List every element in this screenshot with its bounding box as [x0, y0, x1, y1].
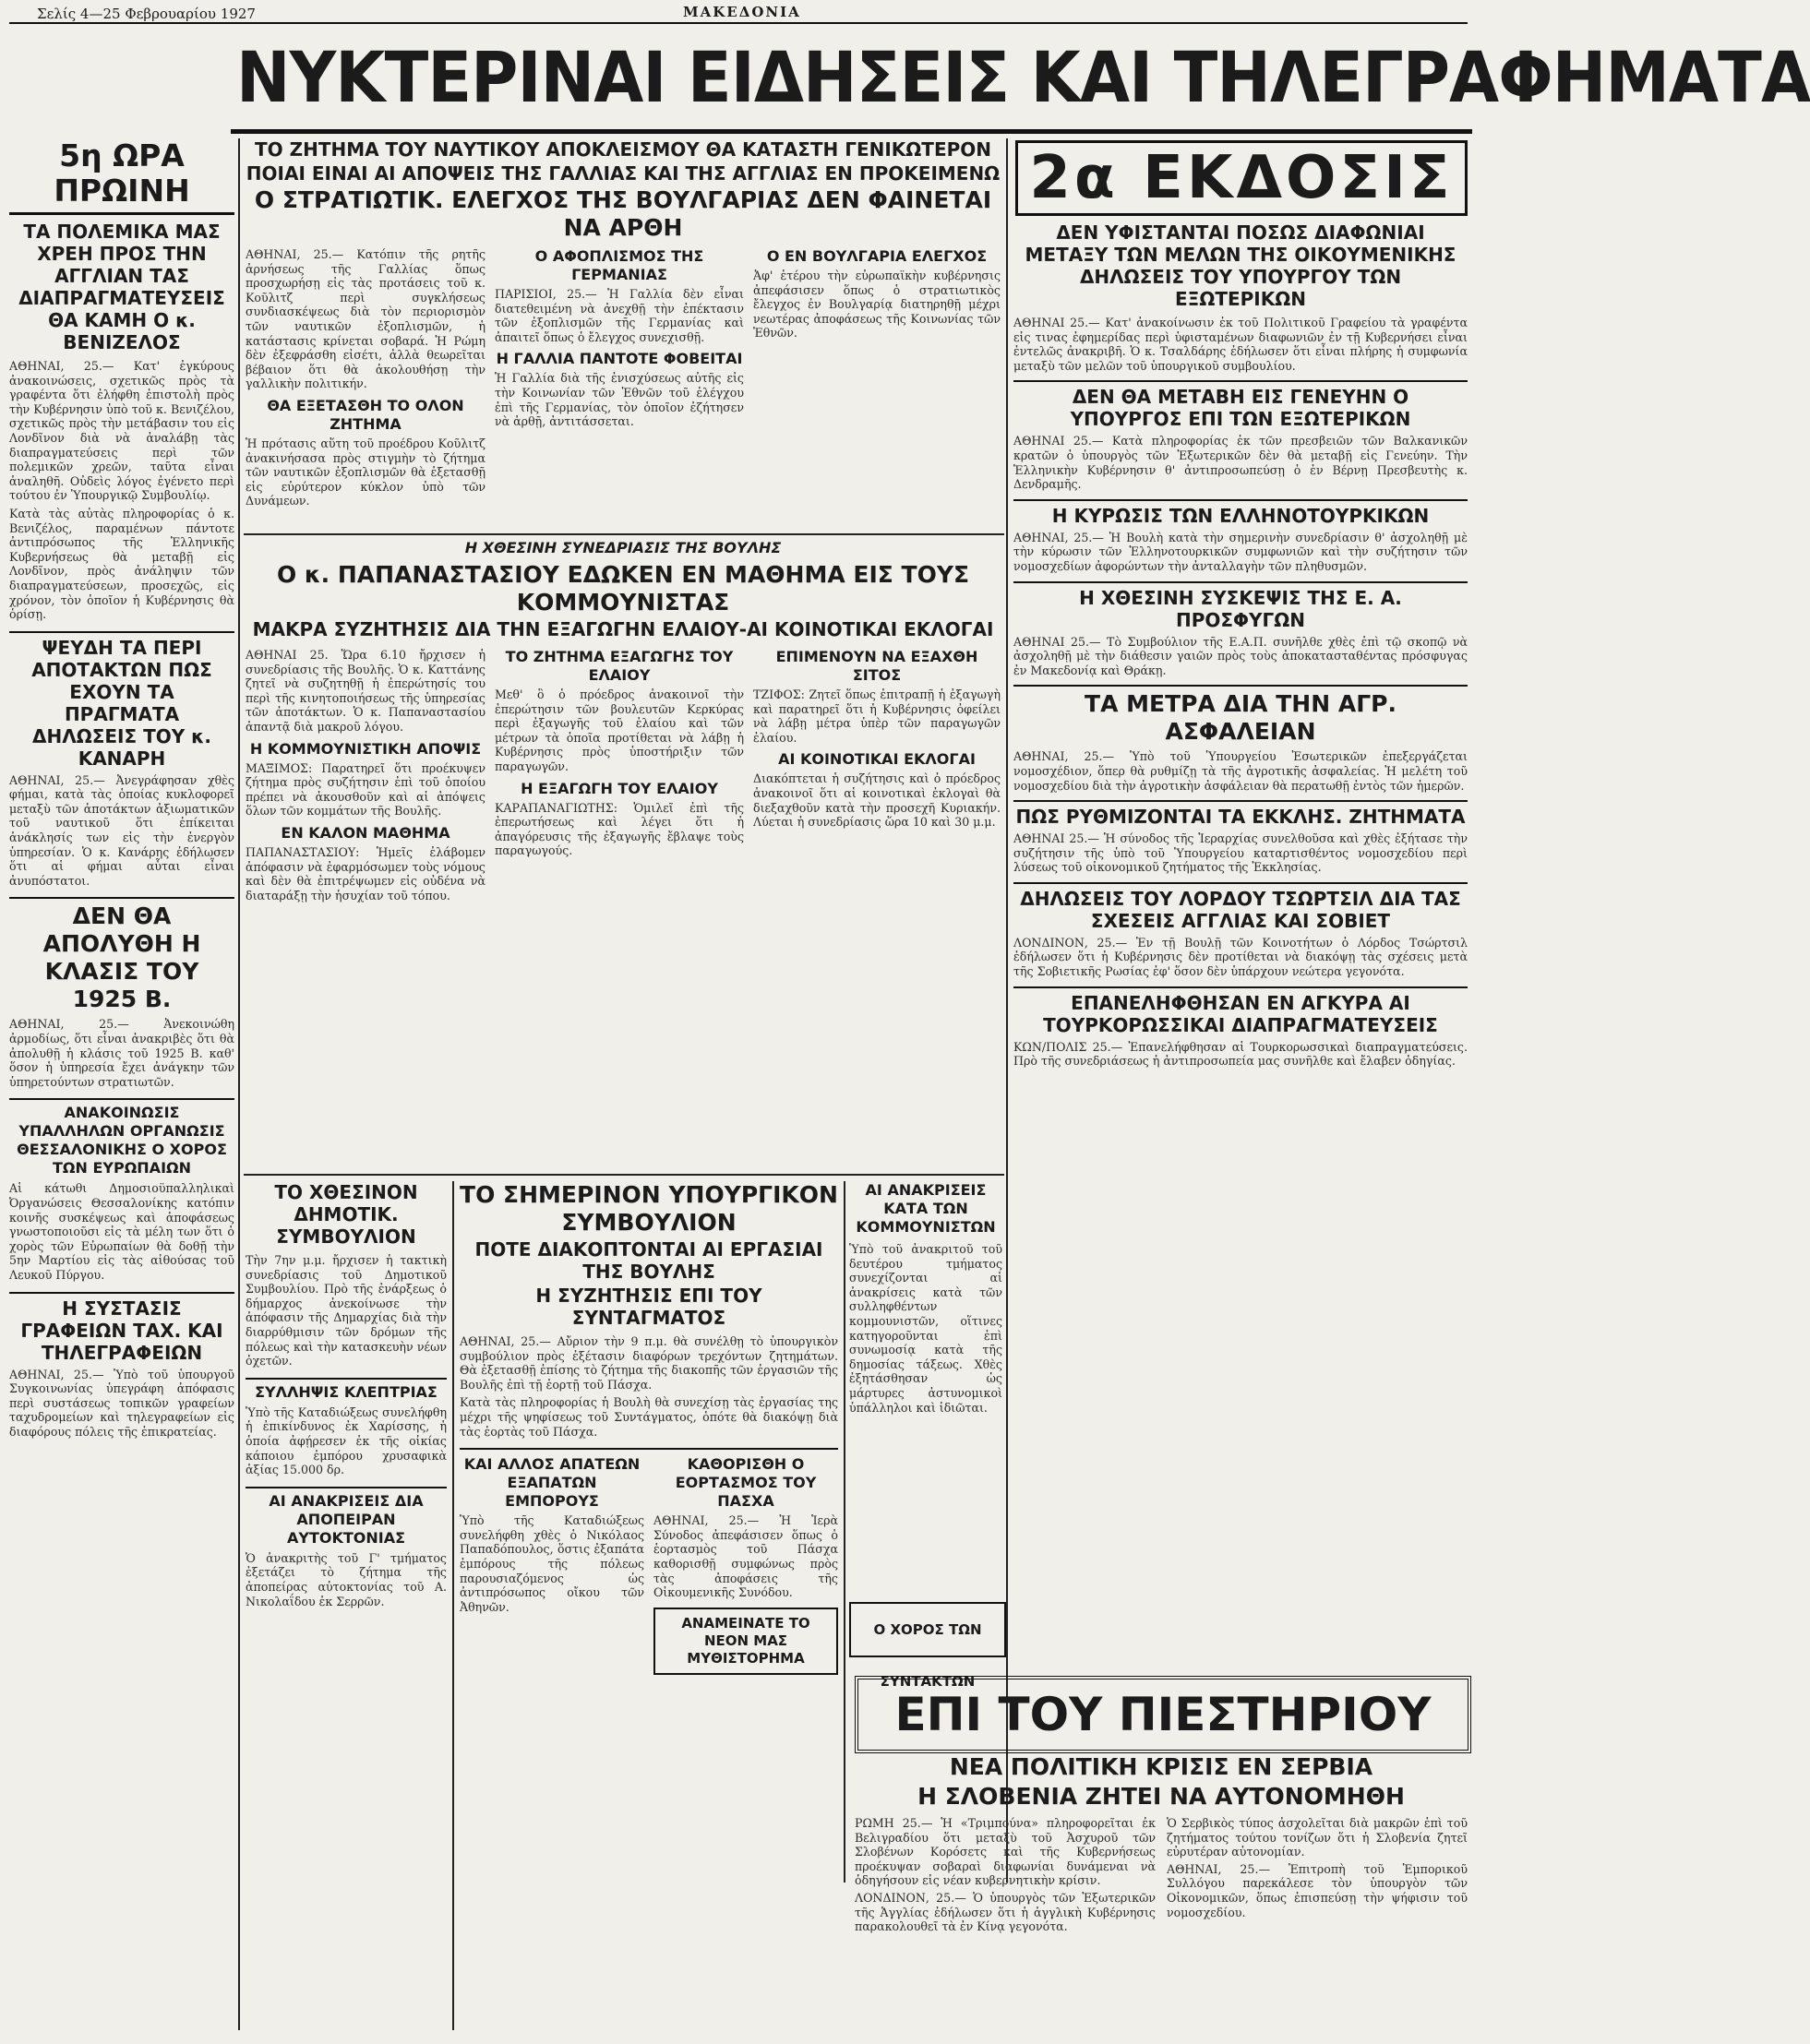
article-text: ΑΘΗΝΑΙ, 25.— Ὑπὸ τοῦ ὑπουργοῦ Συγκοινωνίας ὑπεγράφη ἀπόφασις περὶ συστάσεως τοπικῶν γραφείων ταχυδρομείων καὶ τηλεγραφείων εἰς διαφόρους πόλεις τῆς ἐπικρατείας. — [9, 1367, 234, 1439]
article-text: ΑΘΗΝΑΙ 25.— Κατὰ πληροφορίας ἐκ τῶν πρεσβειῶν τῶν Βαλκανικῶν κρατῶν ὁ ὑπουργὸς τῶν Ἐξωτερικῶν δὲν θὰ μεταβῇ εἰς Γενεύην. Τὴν Ἑλληνικὴν Κυβέρνησιν θ' ἀντιπροσωπεύσῃ ὁ ἐν Βέρνῃ Πρεσβευτὴς κ. Δενδραμῆς. — [1013, 434, 1468, 492]
article-text: ΑΘΗΝΑΙ, 25.— Κατ' ἐγκύρους ἀνακοινώσεις, σχετικῶς πρὸς τὰ γραφέντα ὅτι ἐλήφθη ἐπιστολὴ πρὸς τὴν Κυβέρνησιν ὑπὸ τοῦ κ. Βενιζέλου, σχετικῶς πρὸς τὴν μετάβασιν του εἰς Λονδῖνον διὰ νὰ ἀναλάβῃ τὰς διαπραγματεύσεις περὶ τῶν πολεμικῶν χρεῶν, ταῦτα εἶναι ἀναληθῆ. Οὐδεὶς λόγος ἐγένετο περὶ τούτου ἐν Ὑπουργικῷ Συμβουλίῳ. — [9, 359, 234, 503]
subheadline: ΠΟΙΑΙ ΕΙΝΑΙ ΑΙ ΑΠΟΨΕΙΣ ΤΗΣ ΓΑΛΛΙΑΣ ΚΑΙ ΤΗΣ ΑΓΓΛΙΑΣ ΕΝ ΠΡΟΚΕΙΜΕΝΩ — [246, 162, 1001, 185]
article-text: ΛΟΝΔΙΝΟΝ, 25.— Ἐν τῇ Βουλῇ τῶν Κοινοτήτων ὁ Λόρδος Τσώρτσιλ ἐδήλωσεν ὅτι ἡ Κυβέρνησις δὲν προτίθεται νὰ διακόψῃ τὰς σχέσεις μετὰ τῆς Σοβιετικῆς Ρωσίας ἐφ' ὅσον δὲν ὑπάρχουν νεώτερα γεγονότα. — [1013, 935, 1468, 979]
subheadline: ΠΟΤΕ ΔΙΑΚΟΠΤΟΝΤΑΙ ΑΙ ΕΡΓΑΣΙΑΙ ΤΗΣ ΒΟΥΛΗΣ — [474, 1238, 823, 1283]
article-text: Κατὰ τὰς αὐτὰς πληροφορίας ὁ κ. Βενιζέλος, παραμένων πάντοτε ἀντιπρόσωπος τῆς Ἑλληνικῆς Κυβερνήσεως θὰ μεταβῇ εἰς Λονδῖνον, πρὸς ἀνάληψιν τῶν διαπραγματεύσεων, προσεχῶς, εἰς χρόνον, τὸν ὁποῖον ἡ Κυβέρνησις θὰ ὁρίσῃ. — [9, 506, 234, 622]
article-text: Αἱ κάτωθι Δημοσιοϋπαλληλικαὶ Ὀργανώσεις Θεσσαλονίκης κατόπιν κοινῆς συσκέψεως καὶ ἀποφάσεως γνωστοποιοῦσι εἰς τὰ μέλη των ὅτι ὁ χορὸς τῶν Εὐρωπαίων θὰ δοθῇ τὴν 5ην Μαρτίου εἰς τὰς αἰθούσας τοῦ Λευκοῦ Πύργου. — [9, 1181, 234, 1282]
subheadline: Η ΓΑΛΛΙΑ ΠΑΝΤΟΤΕ ΦΟΒΕΙΤΑΙ — [496, 350, 743, 368]
subheadline: Ο ΕΝ ΒΟΥΛΓΑΡΙΑ ΕΛΕΓΧΟΣ — [766, 247, 988, 265]
subheadline: Η ΕΞΑΓΩΓΗ ΤΟΥ ΕΛΑΙΟΥ — [521, 779, 718, 797]
article-text: ΛΟΝΔΙΝΟΝ, 25.— Ὁ ὑπουργὸς τῶν Ἐξωτερικῶν τῆς Ἀγγλίας ἐδήλωσεν ὅτι ἡ ἀγγλικὴ Κυβέρνησις παρακολουθεῖ τὰ ἐν Κίνᾳ γεγονότα. — [855, 1890, 1156, 1934]
headline: ΔΕΝ ΘΑ ΑΠΟΛΥΘΗ Η ΚΛΑΣΙΣ ΤΟΥ 1925 Β. — [9, 897, 234, 1013]
article-text: ΑΘΗΝΑΙ 25. Ὥρα 6.10 ἤρχισεν ἡ συνεδρίασις τῆς Βουλῆς. Ὁ κ. Καττάνης ζητεῖ νὰ συζητηθῇ ἡ ἐπερώτησίς του περὶ τῆς κινητοποιήσεως τῆς ὑπηρεσίας τῶν ἀποτάκτων. Ὁ κ. Παπαναστασίου ἀπαντᾷ διὰ μακροῦ λόγου. — [246, 648, 485, 734]
article-text: ΑΘΗΝΑΙ, 25.— Αὔριον τὴν 9 π.μ. θὰ συνέλθῃ τὸ ὑπουργικὸν συμβούλιον πρὸς ἐξέτασιν διαφόρων τρεχόντων ζητημάτων. Θὰ ἐξετασθῇ ἐπίσης τὸ ζήτημα τῆς διακοπῆς τῶν ἐργασιῶν τῆς Βουλῆς ἐπὶ τῇ ἑορτῇ τοῦ Πάσχα. — [460, 1334, 838, 1392]
kicker: Η ΧΘΕΣΙΝΗ ΣΥΝΕΔΡΙΑΣΙΣ ΤΗΣ ΒΟΥΛΗΣ — [464, 539, 782, 556]
banner-rule — [231, 129, 1472, 134]
article-text: ΠΑΡΙΣΙΟΙ, 25.— Ἡ Γαλλία δὲν εἶναι διατεθειμένη νὰ ἀνεχθῇ τὴν ἐπέκτασιν τῶν ἐξοπλισμῶν τῆς Γερμανίας καὶ ἀπαιτεῖ ὅπως ὁ ἔλεγχος συνεχισθῇ. — [495, 287, 744, 344]
headline: ΕΠΑΝΕΛΗΦΘΗΣΑΝ ΕΝ ΑΓΚΥΡΑ ΑΙ ΤΟΥΡΚΟΡΩΣΣΙΚΑΙ ΔΙΑΠΡΑΓΜΑΤΕΥΣΕΙΣ — [1013, 986, 1468, 1036]
column-divider — [1006, 138, 1008, 1883]
section-rule — [244, 533, 1004, 535]
article-text: ΑΘΗΝΑΙ, 25.— Ἐπιτροπὴ τοῦ Ἐμπορικοῦ Συλλόγου παρεκάλεσε τὸν ὑπουργὸν τῶν Οἰκονομικῶν, ὅπως ἐπισπεύσῃ τὴν ψήφισιν τοῦ νομοσχεδίου. — [1167, 1861, 1468, 1919]
subheadline: Η ΚΟΜΜΟΥΝΙΣΤΙΚΗ ΑΠΟΨΙΣ — [249, 739, 482, 758]
subheadline: ΚΑΙ ΑΛΛΟΣ ΑΠΑΤΕΩΝ ΕΞΑΠΑΤΩΝ ΕΜΠΟΡΟΥΣ — [463, 1455, 641, 1511]
article-text: Ἀφ' ἑτέρου τὴν εὐρωπαϊκὴν κυβέρνησις ἀπεφάσισεν ὅπως ὁ στρατιωτικὸς ἔλεγχος ἐν Βουλγαρίᾳ διατηρηθῇ μέχρι νεωτέρας ἀποφάσεως τῆς Κοινωνίας τῶν Ἐθνῶν. — [753, 269, 1001, 341]
headline: ΤΟ ΣΗΜΕΡΙΝΟΝ ΥΠΟΥΡΓΙΚΟΝ ΣΥΜΒΟΥΛΙΟΝ — [460, 1181, 838, 1236]
article-text: Διακόπτεται ἡ συζήτησις καὶ ὁ πρόεδρος ἀνακοινοῖ ὅτι αἱ κοινοτικαὶ ἐκλογαὶ θὰ διεξαχθοῦν κατὰ τὴν προσεχῆ Κυριακήν. Λύεται ἡ συνεδρίασις ὥρα 10 καὶ 30 μ.μ. — [753, 771, 1001, 830]
article-text: ΑΘΗΝΑΙ, 25.— Ἀνεκοινώθη ἀρμοδίως, ὅτι εἶναι ἀνακριβὲς ὅτι θὰ ἀπολυθῇ ἡ κλάσις τοῦ 1925 Β. καθ' ὅσον ἡ ὑπηρεσία ἔχει ἀνάγκην τῶν ὑπηρετούντων στρατιωτῶν. — [9, 1017, 234, 1089]
headline: ΠΩΣ ΡΥΘΜΙΖΟΝΤΑΙ ΤΑ ΕΚΚΛΗΣ. ΖΗΤΗΜΑΤΑ — [1013, 800, 1468, 828]
kicker: 5η ΩΡΑ ΠΡΩΙΝΗ — [9, 138, 234, 215]
left-column — [9, 138, 234, 2030]
edition-box — [1015, 140, 1468, 216]
article-text: ΑΘΗΝΑΙ 25.— Ἡ σύνοδος τῆς Ἱεραρχίας συνελθοῦσα καὶ χθὲς ἐξήτασε τὴν συζήτησιν τῆς ὑπὸ τοῦ Ὑπουργείου καταρτισθέντος νομοσχεδίου περὶ λύσεως τοῦ οἰκονομικοῦ ζητήματος τῆς Ἐκκλησίας. — [1013, 831, 1468, 875]
municipal-story — [246, 1181, 447, 2030]
headline: ΔΗΛΩΣΕΙΣ ΤΟΥ ΛΟΡΔΟΥ ΤΣΩΡΤΣΙΛ ΔΙΑ ΤΑΣ ΣΧΕΣΕΙΣ ΑΓΓΛΙΑΣ ΚΑΙ ΣΟΒΙΕΤ — [1013, 882, 1468, 932]
headline: ΤΑ ΠΟΛΕΜΙΚΑ ΜΑΣ ΧΡΕΗ ΠΡΟΣ ΤΗΝ ΑΓΓΛΙΑΝ ΤΑΣ ΔΙΑΠΡΑΓΜΑΤΕΥΣΕΙΣ ΘΑ ΚΑΜΗ Ο κ. ΒΕΝΙΖΕΛΟΣ — [18, 221, 225, 353]
article-text: Ὑπὸ τοῦ ἀνακριτοῦ τοῦ δευτέρου τμήματος συνεχίζονται αἱ ἀνακρίσεις κατὰ τῶν συλληφθέντων κομμουνιστῶν, οἵτινες κατηγοροῦνται ἐπὶ συνωμοσίᾳ κατὰ τῆς δημοσίας τάξεως. Χθὲς ἐξητάσθησαν ὡς μάρτυρες ἀστυνομικοὶ ὑπάλληλοι καὶ ἰδιῶται. — [849, 1242, 1002, 1415]
article-text: ΜΑΞΙΜΟΣ: Παρατηρεῖ ὅτι προέκυψεν ζήτημα πρὸς συζήτησιν ἐπὶ τοῦ ὁποίου πρέπει νὰ ἀκουσθοῦν καὶ αἱ ἀπόψεις ὅλων τῶν κομμάτων τῆς Βουλῆς. — [246, 760, 485, 819]
article-text: Ἡ πρότασις αὕτη τοῦ προέδρου Κοῦλιτζ ἀνακινήσασα πρὸς στιγμὴν τὸ ζήτημα τῶν ναυτικῶν ἐξοπλισμῶν θὰ ἐξετασθῇ εἰς εὐρύτερον κύκλον ὑπὸ τῶν Δυνάμεων. — [246, 436, 485, 508]
article-text: ΠΑΠΑΝΑΣΤΑΣΙΟΥ: Ἡμεῖς ἐλάβομεν ἀπόφασιν νὰ ἐφαρμόσωμεν τοὺς νόμους καὶ δὲν θὰ ἐπιτρέψωμεν εἰς οὐδένα νὰ διαταράξῃ τὴν ἡσυχίαν τοῦ τόπου. — [246, 844, 485, 902]
cabinet-story — [460, 1181, 838, 2030]
headline: ΑΙ ΑΝΑΚΡΙΣΕΙΣ ΚΑΤΑ ΤΩΝ ΚΟΜΜΟΥΝΙΣΤΩΝ — [856, 1181, 996, 1236]
page-date: Σελίς 4—25 Φεβρουαρίου 1927 — [37, 6, 256, 22]
headline: ΤΟ ΖΗΤΗΜΑ ΤΟΥ ΝΑΥΤΙΚΟΥ ΑΠΟΚΛΕΙΣΜΟΥ ΘΑ ΚΑΤΑΣΤΗ ΓΕΝΙΚΩΤΕΡΟΝ — [254, 138, 992, 161]
subheadline: ΕΝ ΚΑΛΟΝ ΜΑΘΗΜΑ — [281, 823, 450, 842]
article-text: Ἡ Γαλλία διὰ τῆς ἐνισχύσεως αὐτῆς εἰς τὴν Κοινωνίαν τῶν Ἐθνῶν τοῦ ἐλέγχου ἐπὶ τῆς Γερμανίας, τὸν ὁποῖον ἐζήτησεν νὰ ἀρθῇ, ἀντιτάσσεται. — [495, 371, 744, 429]
article-text: Τὴν 7ην μ.μ. ἤρχισεν ἡ τακτικὴ συνεδρίασις τοῦ Δημοτικοῦ Συμβουλίου. Πρὸ τῆς ἐνάρξεως ὁ δήμαρχος ἀνεκοίνωσε τὴν ἀπόφασιν τῆς Δημαρχίας διὰ τὴν διαρρύθμισιν τῶν δρόμων τῆς πόλεως καὶ τὴν κατασκευὴν νέων ὀχετῶν. — [246, 1253, 447, 1369]
subheadline: ΑΙ ΚΟΙΝΟΤΙΚΑΙ ΕΚΛΟΓΑΙ — [778, 750, 976, 769]
headline: ΤΟ ΧΘΕΣΙΝΟΝ ΔΗΜΟΤΙΚ. ΣΥΜΒΟΥΛΙΟΝ — [274, 1181, 418, 1248]
article-text: Κατὰ τὰς πληροφορίας ἡ Βουλὴ θὰ συνεχίσῃ τὰς ἐργασίας της μέχρι τῆς ψηφίσεως τοῦ Συντάγματος, ὁπότε θὰ διακόψῃ διὰ τὰς ἑορτὰς τοῦ Πάσχα. — [460, 1395, 838, 1439]
subheadline: ΚΑΘΟΡΙΣΘΗ Ο ΕΟΡΤΑΣΜΟΣ ΤΟΥ ΠΑΣΧΑ — [675, 1455, 817, 1511]
article-text: ΑΘΗΝΑΙ, 25.— Κατόπιν τῆς ρητῆς ἀρνήσεως τῆς Γαλλίας ὅπως προσχωρήσῃ εἰς τὰς προτάσεις τοῦ κ. Κοῦλιτζ περὶ συγκλήσεως συνδιασκέψεως διὰ τὸν περιορισμὸν τῶν ναυτικῶν ἐξοπλισμῶν, ἡ κατάστασις κρίνεται σοβαρά. Ἡ Ρώμη δὲν ἐξεφράσθη εἰσέτι, ἀλλὰ θεωρεῖται βέβαιον ὅτι θὰ ἀκολουθήσῃ τὴν γαλλικὴν πολιτικήν. — [246, 247, 485, 391]
article-text: Ὑπὸ τῆς Καταδιώξεως συνελήφθη ἡ ἐπικίνδυνος ἐκ Χαρίσσης, ἡ ὁποία ἀφῄρεσεν ἐκ τῆς οἰκίας κάποιου ἐμπόρου χρυσαφικὰ ἀξίας 15.000 δρ. — [246, 1405, 447, 1477]
article-text: ΤΖΙΦΟΣ: Ζητεῖ ὅπως ἐπιτραπῇ ἡ ἐξαγωγὴ καὶ παρατηρεῖ ὅτι ἡ Κυβέρνησις ὀφείλει νὰ λάβῃ μέτρα ὑπὲρ τῶν παραγωγῶν ἐλαίου. — [753, 687, 1001, 745]
article-text: ΑΘΗΝΑΙ 25.— Τὸ Συμβούλιον τῆς Ε.Α.Π. συνῆλθε χθὲς ἐπὶ τῷ σκοπῷ νὰ ἀσχοληθῇ μὲ τὴν διάθεσιν γαιῶν πρὸς τοὺς ἀποκατασταθέντας πρόσφυγας ἐν Μακεδονίᾳ καὶ Θράκῃ. — [1013, 634, 1468, 677]
subheadline: ΣΥΛΛΗΨΙΣ ΚΛΕΠΤΡΙΑΣ — [246, 1378, 447, 1402]
column-divider — [238, 138, 240, 2030]
article-text: ΚΩΝ/ΠΟΛΙΣ 25.— Ἐπανελήφθησαν αἱ Τουρκορωσσικαὶ διαπραγματεύσεις. Πρὸ τῆς συνεδριάσεως ἡ ἀντιπροσωπεία μας συνῆλθε καὶ ἔλαβεν ὁδηγίας. — [1013, 1039, 1468, 1069]
headline: ΑΝΑΚΟΙΝΩΣΙΣ ΥΠΑΛΛΗΛΩΝ ΟΡΓΑΝΩΣΙΣ ΘΕΣΣΑΛΟΝΙΚΗΣ Ο ΧΟΡΟΣ ΤΩΝ ΕΥΡΩΠΑΙΩΝ — [9, 1098, 234, 1177]
section-rule — [244, 1174, 1004, 1176]
paper-name: ΜΑΚΕΔΟΝΙΑ — [683, 4, 801, 20]
subheadline: ΕΠΙΜΕΝΟΥΝ ΝΑ ΕΞΑΧΘΗ ΣΙΤΟΣ — [775, 648, 978, 684]
subheadline: Ο ΣΤΡΑΤΙΩΤΙΚ. ΕΛΕΓΧΟΣ ΤΗΣ ΒΟΥΛΓΑΡΙΑΣ ΔΕΝ ΦΑΙΝΕΤΑΙ ΝΑ ΑΡΘΗ — [254, 186, 992, 241]
press-box: ΕΠΙ ΤΟΥ ΠΙΕΣΤΗΡΙΟΥ — [855, 1676, 1471, 1753]
edition-label: 2α ΕΚΔΟΣΙΣ — [1029, 144, 1454, 212]
article-text: ΑΘΗΝΑΙ, 25.— Ὑπὸ τοῦ Ὑπουργείου Ἐσωτερικῶν ἐπεξεργάζεται νομοσχέδιον, ὅπερ θὰ ρυθμίζῃ τὰ τῆς ἀγροτικῆς ἀσφαλείας. Ἡ μελέτη τοῦ νομοσχεδίου διὰ τὴν ἀγροτικὴν ἀσφάλειαν θὰ περατωθῇ ἐντὸς τῶν ἡμερῶν. — [1013, 749, 1468, 793]
subheadline: Ο ΑΦΟΠΛΙΣΜΟΣ ΤΗΣ ΓΕΡΜΑΝΙΑΣ — [534, 247, 704, 283]
article-text: ΑΘΗΝΑΙ, 25.— Ἀνεγράφησαν χθὲς φήμαι, κατὰ τὰς ὁποίας κυκλοφορεῖ μεταξὺ τῶν ἀποτάκτων ἀξιωματικῶν τοῦ ναυτικοῦ ὅτι ἐπίκειται ἀνάκλησίς των εἰς τὴν ἐνεργὸν ὑπηρεσίαν. Ὁ κ. Κανάρης ἐδήλωσεν ὅτι αἱ φήμαι αὗται εἶναι ἀνυπόστατοι. — [9, 772, 234, 888]
article-text: Μεθ' ὃ ὁ πρόεδρος ἀνακοινοῖ τὴν ἐπερώτησιν τῶν βουλευτῶν Κερκύρας περὶ ἐξαγωγῆς τοῦ ἐλαίου καὶ τῶν μέτρων τὰ ὁποῖα προτίθεται νὰ λάβῃ ἡ Κυβέρνησις πρὸς ὑποστήριξιν τῶν παραγωγῶν. — [495, 687, 744, 773]
column-divider — [452, 1181, 454, 2030]
serbia-story — [855, 1753, 1468, 2035]
subheadline: Η ΣΥΖΗΤΗΣΙΣ ΕΠΙ ΤΟΥ ΣΥΝΤΑΓΜΑΤΟΣ — [535, 1285, 762, 1329]
subheadline: ΝΕΑ ΠΟΛΙΤΙΚΗ ΚΡΙΣΙΣ ΕΝ ΣΕΡΒΙΑ — [949, 1753, 1373, 1780]
article-text: Ὁ ἀνακριτὴς τοῦ Γ' τμήματος ἐξετάζει τὸ ζήτημα τῆς ἀποπείρας αὐτοκτονίας τοῦ Α. Νικολαΐδου ἐκ Σερρῶν. — [246, 1550, 447, 1608]
headline: ΔΕΝ ΥΦΙΣΤΑΝΤΑΙ ΠΟΣΩΣ ΔΙΑΦΩΝΙΑΙ ΜΕΤΑΞΥ ΤΩΝ ΜΕΛΩΝ ΤΗΣ ΟΙΚΟΥΜΕΝΙΚΗΣ ΔΗΛΩΣΕΙΣ ΤΟΥ ΥΠΟΥΡΓΟΥ ΤΩΝ ΕΞΩΤΕΡΙΚΩΝ — [1025, 221, 1456, 310]
article-text: Ὁ Σερβικὸς τύπος ἀσχολεῖται διὰ μακρῶν ἐπὶ τοῦ ζητήματος τούτου τονίζων ὅτι ἡ Σλοβενία ζητεῖ εὐρυτέραν αὐτονομίαν. — [1167, 1816, 1468, 1859]
subheadline: ΜΑΚΡΑ ΣΥΖΗΤΗΣΙΣ ΔΙΑ ΤΗΝ ΕΞΑΓΩΓΗΝ ΕΛΑΙΟΥ-ΑΙ ΚΟΙΝΟΤΙΚΑΙ ΕΚΛΟΓΑΙ — [252, 618, 994, 640]
right-column — [1013, 221, 1468, 1892]
headline: Η ΚΥΡΩΣΙΣ ΤΩΝ ΕΛΛΗΝΟΤΟΥΡΚΙΚΩΝ — [1013, 499, 1468, 527]
subheadline: ΑΙ ΑΝΑΚΡΙΣΕΙΣ ΔΙΑ ΑΠΟΠΕΙΡΑΝ ΑΥΤΟΚΤΟΝΙΑΣ — [246, 1487, 447, 1548]
headline: ΔΕΝ ΘΑ ΜΕΤΑΒΗ ΕΙΣ ΓΕΝΕΥΗΝ Ο ΥΠΟΥΡΓΟΣ ΕΠΙ ΤΩΝ ΕΞΩΤΕΡΙΚΩΝ — [1013, 380, 1468, 430]
headline: Η ΧΘΕΣΙΝΗ ΣΥΣΚΕΨΙΣ ΤΗΣ Ε. Α. ΠΡΟΣΦΥΓΩΝ — [1013, 581, 1468, 631]
header-rule — [9, 22, 1468, 24]
advert-box: ΑΝΑΜΕΙΝΑΤΕ ΤΟ ΝΕΟΝ ΜΑΣ ΜΥΘΙΣΤΟΡΗΜΑ — [653, 1608, 838, 1675]
subheadline: ΘΑ ΕΞΕΤΑΣΘΗ ΤΟ ΟΛΟΝ ΖΗΤΗΜΑ — [267, 396, 464, 433]
page-header — [37, 4, 1440, 24]
article-text: ΚΑΡΑΠΑΝΑΓΙΩΤΗΣ: Ὁμιλεῖ ἐπὶ τῆς ἐπερωτήσεως καὶ λέγει ὅτι ἡ ἀπαγόρευσις τῆς ἐξαγωγῆς ἔβλαψε τοὺς παραγωγούς. — [495, 800, 744, 858]
article-text: ΑΘΗΝΑΙ, 25.— Ἡ Βουλὴ κατὰ τὴν σημερινὴν συνεδρίασιν θ' ἀσχοληθῇ μὲ τὴν κύρωσιν τῶν Ἑλληνοτουρκικῶν συμφωνιῶν καὶ τὴν συζήτησιν τῶν νομοσχεδίων ἀφορώντων τὴν ἀνταλλαγὴν τῶν πληθυσμῶν. — [1013, 530, 1468, 573]
article-text: ΑΘΗΝΑΙ, 25.— Ἡ Ἱερὰ Σύνοδος ἀπεφάσισεν ὅπως ὁ ἑορτασμὸς τοῦ Πάσχα καθορισθῇ συμφώνως πρὸς τὰς ἀποφάσεις τῆς Οἰκουμενικῆς Συνόδου. — [653, 1513, 838, 1600]
headline: Ο κ. ΠΑΠΑΝΑΣΤΑΣΙΟΥ ΕΔΩΚΕΝ ΕΝ ΜΑΘΗΜΑ ΕΙΣ ΤΟΥΣ ΚΟΜΜΟΥΝΙΣΤΑΣ — [276, 561, 970, 616]
headline: Η ΣΥΣΤΑΣΙΣ ΓΡΑΦΕΙΩΝ ΤΑΧ. ΚΑΙ ΤΗΛΕΓΡΑΦΕΙΩΝ — [9, 1292, 234, 1364]
article-text: Ὑπὸ τῆς Καταδιώξεως συνελήφθη χθὲς ὁ Νικόλαος Παπαδόπουλος, ὅστις ἐξαπάτα ἐμπόρους τῆς πόλεως παρουσιαζόμενος ὡς ἀντιπρόσωπος οἴκου τῶν Ἀθηνῶν. — [460, 1513, 644, 1614]
column-divider — [844, 1181, 845, 1883]
article-text: ΡΩΜΗ 25.— Ἡ «Τριμπούνα» πληροφορεῖται ἐκ Βελιγραδίου ὅτι μεταξὺ τοῦ Ἀσχυροῦ τῶν Σλοβένων Κορόσετς καὶ τῆς Κυβερνήσεως προέκυψαν σοβαραὶ διαφωνίαι δυνάμεναι νὰ ὁδηγήσουν εἰς νέαν κυβερνητικὴν κρίσιν. — [855, 1816, 1156, 1888]
parliament-story — [246, 539, 1001, 1166]
subheadline: Η ΣΛΟΒΕΝΙΑ ΖΗΤΕΙ ΝΑ ΑΥΤΟΝΟΜΗΘΗ — [917, 1783, 1405, 1810]
article-text: ΑΘΗΝΑΙ 25.— Κατ' ἀνακοίνωσιν ἐκ τοῦ Πολιτικοῦ Γραφείου τὰ γραφέντα εἰς τινας ἐφημερίδας περὶ ὑφισταμένων διαφωνιῶν ἐν τῇ Κυβερνήσει εἶναι ἐντελῶς ἀνακριβῆ. Ὁ κ. Τσαλδάρης ἐδήλωσεν ὅτι εἶναι πλήρης ἡ συμφωνία μεταξὺ τῶν μελῶν τοῦ ὑπουργικοῦ συμβουλίου. — [1013, 316, 1468, 373]
dance-box: Ο ΧΟΡΟΣ ΤΩΝ ΣΥΝΤΑΚΤΩΝ — [849, 1602, 1006, 1657]
headline: ΤΑ ΜΕΤΡΑ ΔΙΑ ΤΗΝ ΑΓΡ. ΑΣΦΑΛΕΙΑΝ — [1013, 685, 1468, 746]
headline: ΨΕΥΔΗ ΤΑ ΠΕΡΙ ΑΠΟΤΑΚΤΩΝ ΠΩΣ ΕΧΟΥΝ ΤΑ ΠΡΑΓΜΑΤΑ ΔΗΛΩΣΕΙΣ ΤΟΥ κ. ΚΑΝΑΡΗ — [9, 631, 234, 770]
naval-story — [246, 138, 1001, 526]
main-banner: ΝΥΚΤΕΡΙΝΑΙ ΕΙΔΗΣΕΙΣ ΚΑΙ ΤΗΛΕΓΡΑΦΗΜΑΤΑ — [236, 36, 1810, 118]
subheadline: ΤΟ ΖΗΤΗΜΑ ΕΞΑΓΩΓΗΣ ΤΟΥ ΕΛΑΙΟΥ — [505, 648, 734, 684]
